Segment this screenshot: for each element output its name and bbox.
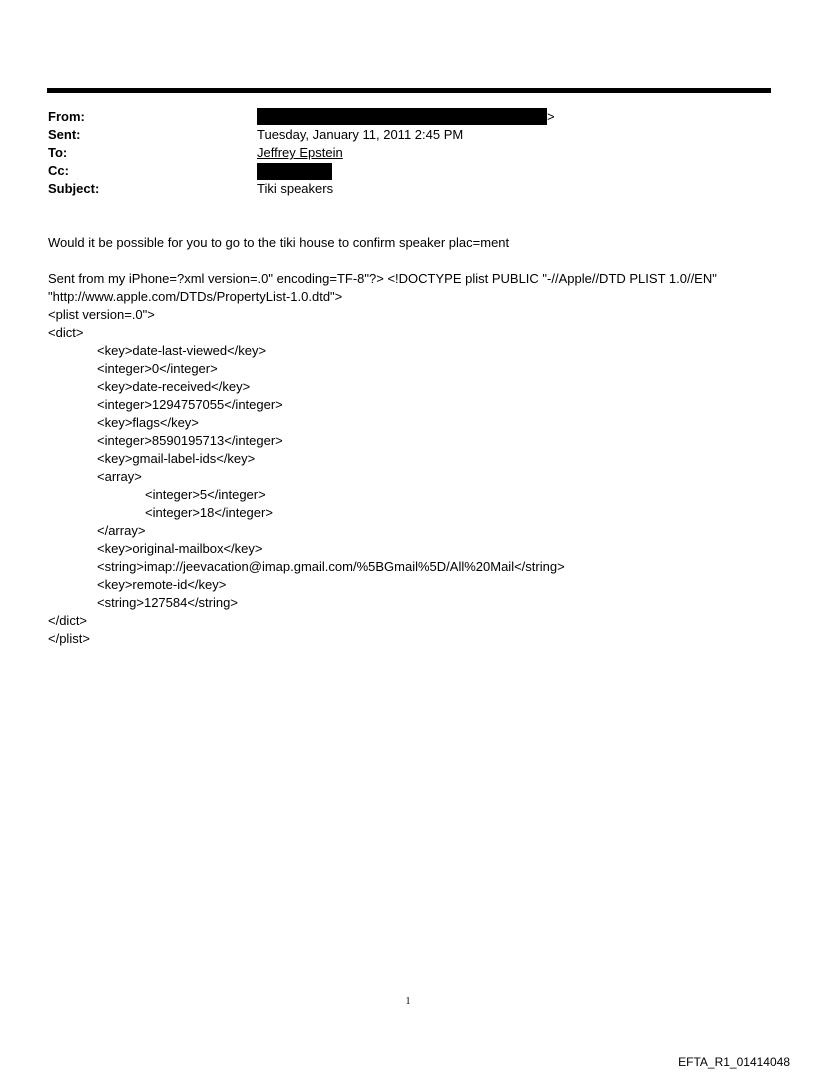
body-line: </plist> (48, 631, 90, 646)
header-divider (47, 88, 771, 93)
sent-row (48, 126, 768, 144)
subject-label: Subject: (48, 181, 100, 196)
body-line: <dict> (48, 325, 84, 340)
page-number: 1 (405, 996, 411, 1007)
redaction-box (257, 163, 332, 180)
cc-value (257, 162, 332, 180)
from-row (48, 108, 768, 126)
body-line: <array> (97, 469, 142, 484)
body-line: <key>original-mailbox</key> (97, 541, 263, 556)
body-line: <integer>1294757055</integer> (97, 397, 283, 412)
cc-row (48, 162, 768, 180)
body-line: <string>127584</string> (97, 595, 238, 610)
body-line: <integer>5</integer> (145, 487, 266, 502)
body-line: <string>imap://jeevacation@imap.gmail.com/%5BGmail%5D/All%20Mail</string> (97, 559, 565, 574)
body-line: <key>gmail-label-ids</key> (97, 451, 256, 466)
body-line: "http://www.apple.com/DTDs/PropertyList-1.0.dtd"> (48, 289, 343, 304)
body-line: <key>date-received</key> (97, 379, 251, 394)
email-body (48, 234, 788, 648)
body-line: </array> (97, 523, 146, 538)
sent-value: Tuesday, January 11, 2011 2:45 PM (257, 127, 464, 142)
body-line: <key>date-last-viewed</key> (97, 343, 267, 358)
from-label: From: (48, 109, 85, 124)
email-header (48, 108, 768, 198)
body-line: </dict> (48, 613, 88, 628)
cc-label: Cc: (48, 163, 69, 178)
redaction-box (257, 108, 547, 125)
subject-row (48, 180, 768, 198)
to-label: To: (48, 145, 68, 160)
body-line: <integer>18</integer> (145, 505, 273, 520)
body-line: <integer>0</integer> (97, 361, 218, 376)
body-line: <key>remote-id</key> (97, 577, 227, 592)
from-suffix: > (547, 109, 555, 124)
sent-label: Sent: (48, 127, 81, 142)
from-value (257, 108, 555, 126)
body-line: <plist version=.0"> (48, 307, 155, 322)
body-line: <key>flags</key> (97, 415, 199, 430)
message-text: Would it be possible for you to go to the tiki house to confirm speaker plac=ment (48, 235, 510, 250)
to-row (48, 144, 768, 162)
subject-value: Tiki speakers (257, 181, 334, 196)
bates-number: EFTA_R1_01414048 (678, 1055, 790, 1069)
body-line: <integer>8590195713</integer> (97, 433, 283, 448)
to-value: Jeffrey Epstein (257, 145, 343, 160)
body-line: Sent from my iPhone=?xml version=.0" encoding=TF-8"?> <!DOCTYPE plist PUBLIC "-//Apple//DTD PLIST 1.0//EN" (48, 271, 717, 286)
